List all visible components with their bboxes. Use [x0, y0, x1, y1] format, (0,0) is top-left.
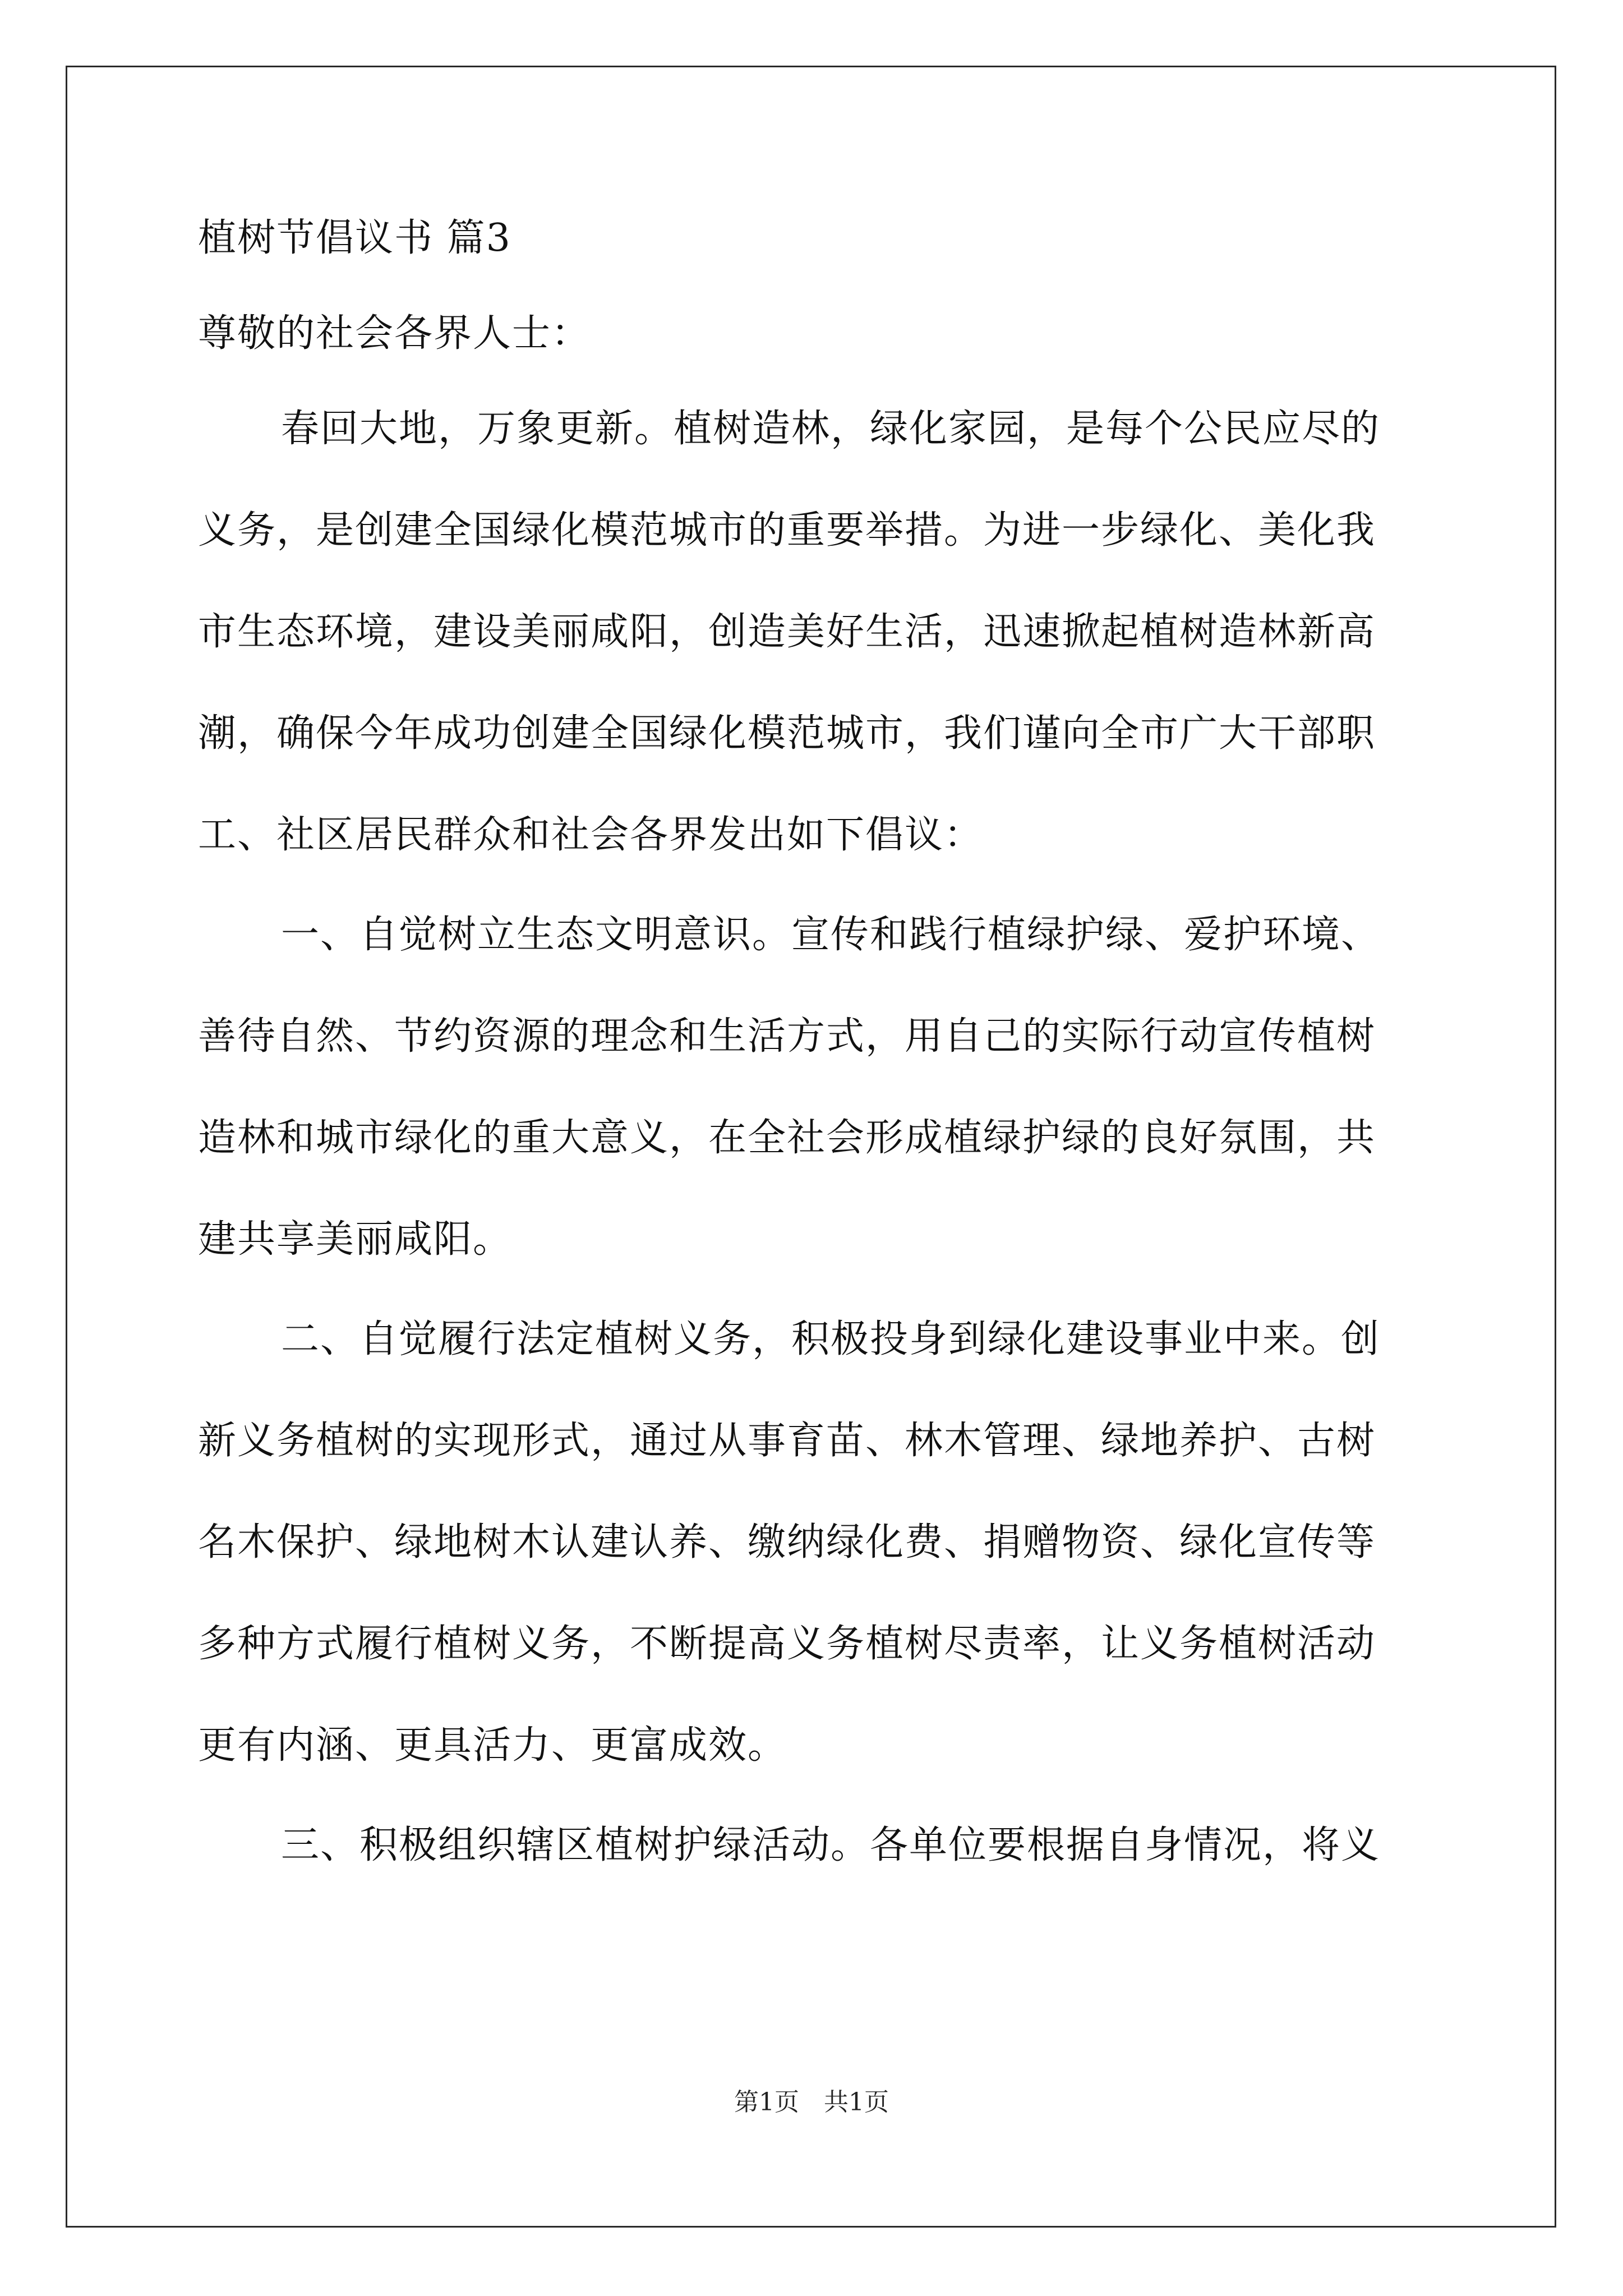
paragraph-line: 工、社区居民群众和社会各界发出如下倡议：	[198, 813, 984, 857]
paragraph-line: 造林和城市绿化的重大意义，在全社会形成植绿护绿的良好氛围，共	[198, 1116, 1376, 1160]
paragraph-line: 市生态环境，建设美丽咸阳，创造美好生活，迅速掀起植树造林新高	[198, 610, 1376, 654]
paragraph-line: 潮，确保今年成功创建全国绿化模范城市，我们谨向全市广大干部职	[198, 711, 1376, 756]
paragraph-3	[198, 1317, 1432, 1768]
page-footer: 第1页 共1页	[734, 2088, 889, 2116]
paragraph-line: 多种方式履行植树义务，不断提高义务植树尽责率，让义务植树活动	[198, 1622, 1376, 1666]
document-title: 植树节倡议书 篇3	[198, 216, 511, 260]
paragraph-line: 春回大地，万象更新。植树造林，绿化家园，是每个公民应尽的	[281, 407, 1381, 451]
paragraph-line: 名木保护、绿地树木认建认养、缴纳绿化费、捐赠物资、绿化宣传等	[198, 1520, 1376, 1565]
paragraph-line: 更有内涵、更具活力、更富成效。	[198, 1723, 787, 1768]
paragraph-line: 善待自然、节约资源的理念和生活方式，用自己的实际行动宣传植树	[198, 1014, 1376, 1059]
paragraph-2	[198, 913, 1432, 1262]
paragraph-1	[198, 407, 1432, 858]
paragraph-line: 新义务植树的实现形式，通过从事育苗、林木管理、绿地养护、古树	[198, 1419, 1376, 1463]
paragraph-line: 建共享美丽咸阳。	[198, 1217, 513, 1262]
document-body	[198, 216, 1432, 1923]
paragraph-line: 三、积极组织辖区植树护绿活动。各单位要根据自身情况，将义	[281, 1823, 1381, 1867]
paragraph-line: 二、自觉履行法定植树义务，积极投身到绿化建设事业中来。创	[281, 1317, 1381, 1361]
salutation: 尊敬的社会各界人士：	[198, 311, 591, 356]
paragraph-4	[198, 1823, 1432, 1868]
paragraph-line: 义务，是创建全国绿化模范城市的重要举措。为进一步绿化、美化我	[198, 508, 1376, 553]
paragraph-line: 一、自觉树立生态文明意识。宣传和践行植绿护绿、爱护环境、	[281, 913, 1381, 957]
